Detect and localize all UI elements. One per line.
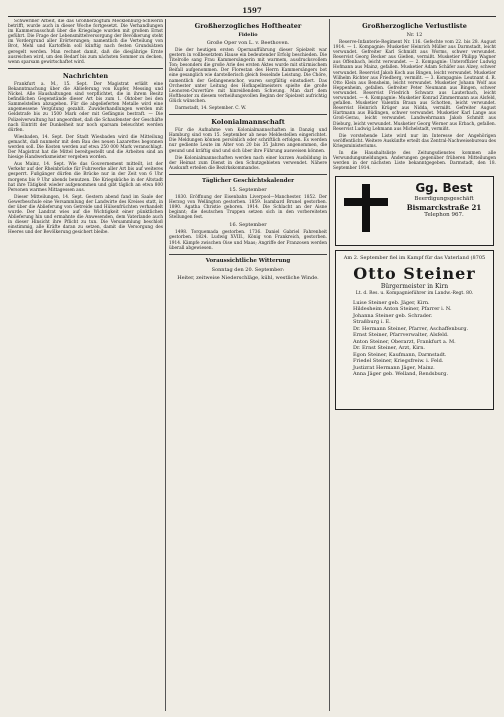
verlust-list: Reserve-Infanterie-Regiment Nr. 116. Gefechte vom 22. bis 28. August 1914. — 1. Kompagnie: Musketier Heinrich Müller aus Darmstadt, leicht verwundet. Gefreiter Karl Schmidt aus Worms, schwer verwundet. Reservist Georg Becker aus Gießen, vermißt. Musketier Philipp Wagner aus Offenbach, leicht verwundet. — 2. Kompagnie: Unteroffizier Ludwig Hofmann aus Mainz, gefallen. Musketier Adam Schäfer aus Alzey, schwer verwundet. Reservist Jakob Koch aus Bingen, leicht verwundet. Musketier Wilhelm Richter aus Friedberg, vermißt. — 3. Kompagnie: Leutnant d. R. Otto Klein aus Bensheim, leicht verwundet. Musketier Johann Wolf aus Heppenheim, gefallen. Gefreiter Peter Neumann aus Bingen, schwer verwundet. Reservist Friedrich Schwarz aus Lauterbach, leicht verwundet. — 4. Kompagnie: Musketier Konrad Zimmermann aus Alsfeld, gefallen. Musketier Valentin Braun aus Schotten, leicht verwundet. Reservist Heinrich Krüger aus Nidda, vermißt. Gefreiter August Hartmann aus Büdingen, schwer verwundet. Musketier Karl Lange aus Groß-Gerau, leicht verwundet. Landwehrmann Jakob Schmitt aus Dieburg, leicht verwundet. Musketier Georg Werner aus Erbach, gefallen. Reservist Ludwig Lehmann aus Michelstadt, vermißt.	[333, 40, 496, 132]
kalender-date-2: 16. September	[229, 222, 267, 229]
mourner-entry: Anton Steiner, Oberarzt, Frankfurt a. M.	[353, 338, 456, 345]
mourner-entry: Straßburg i. E.	[353, 319, 391, 326]
wiesbaden-paragraph: Wiesbaden, 14. Sept. Der Stadt Wiesbaden wird die Mitteilung gemacht, daß nunmehr mit dem Bau des neuen Lazarettes begonnen werden soll. Die Kosten werden auf etwa 250 000 Mark veranschlagt. Der Magistrat hat die Mittel bereitgestellt und die Arbeiten sind an hiesige Handwerksmeister vergeben worden.	[8, 134, 163, 161]
weather-forecast: Heiter, zeitweise Niederschläge, kühl, westliche Winde.	[177, 274, 319, 281]
nachrichten-heading: Nachrichten	[62, 71, 109, 80]
mourners-list	[341, 300, 488, 378]
kalender-date-1: 15. September	[229, 186, 267, 193]
intro-paragraph: Schweriner Arbeit, die das Großherzogtum Mecklenburg-Schwerin betrifft, wurde auch in dieser Woche fortgesetzt. Die Verhandlungen im Kammerausschuß über die Kriegslage wurden mit großem Ernst geführt. Die Frage der Lebensmittelversorgung der Bevölkerung steht im Vordergrund aller Erörterungen; namentlich die Verteilung von Brot, Mehl und Kartoffeln soll künftig nach festen Grundsätzen geregelt werden. Man rechnet damit, daß die diesjährige Ernte ausreichen wird, um den Bedarf bis zum nächsten Sommer zu decken, wenn sparsam gewirtschaftet wird.	[8, 19, 163, 65]
kolonial-paragraph-2: Die Kolonialmannschaften werden nach einer kurzen Ausbildung in der Heimat zum Dienst in den Schutzgebieten verwendet. Nähere Auskunft erteilen die Bezirkskommandos.	[169, 155, 327, 171]
column-right	[333, 19, 496, 711]
ad-title: Gg. Best	[415, 181, 473, 196]
weather-heading: Voraussichtliche Witterung	[205, 257, 291, 264]
deceased-role: Bürgermeister in Kirn	[380, 282, 449, 290]
mourner-entry: Ernst Steiner, Pfarrverwalter, Alsfeld.	[353, 332, 449, 339]
death-notice	[335, 250, 494, 410]
section-divider	[169, 254, 327, 255]
section-divider	[169, 114, 327, 115]
theater-subtitle-2: Große Oper von L. v. Beethoven.	[206, 40, 290, 46]
mainz-paragraph: Aus Mainz, 14. Sept. Wie das Gouvernement mitteilt, ist der Verkehr auf der Rheinbrücke für Fuhrwerke aller Art bis auf weiteres gesperrt. Fußgänger dürfen die Brücke nur in der Zeit von 6 Uhr morgens bis 9 Uhr abends benutzen. Die Kriegsküche in der Altstadt hat ihre Tätigkeit wieder aufgenommen und gibt täglich an etwa 800 Personen warmes Mittagessen aus.	[8, 162, 163, 193]
closing-paragraph: Dieser Mitteilungen, 14. Sept. Gestern abend fand im Saale der Gewerbeschule eine Versammlung der Landwirte des Kreises statt, in der über die Ablieferung von Getreide und Hülsenfrüchten verhandelt wurde. Der Landrat wies auf die Wichtigkeit einer pünktlichen Ablieferung hin und ermahnte die Anwesenden, dem Vaterlande auch in dieser Hinsicht ihre Pflicht zu tun. Die Versammlung beschloß einstimmig, alle Kräfte daran zu setzen, damit die Versorgung des Heeres und der Bevölkerung gesichert bleibe.	[8, 194, 163, 236]
mourner-entry: Luise Steiner geb. Jäger, Kirn.	[353, 299, 430, 306]
mourner-entry: Dr. Ernst Steiner, Arzt, Kirn.	[353, 345, 426, 352]
section-divider	[8, 68, 163, 69]
notice-number: (8705	[470, 255, 486, 262]
mourner-entry: Dr. Hermann Steiner, Pfarrer, Aschaffenburg.	[353, 325, 469, 332]
top-rule	[8, 16, 496, 17]
funeral-home-ad	[335, 176, 494, 246]
verlust-subtitle: Nr. 12	[406, 32, 423, 38]
column-left	[8, 19, 163, 711]
ad-phone: Telephon 967.	[424, 212, 464, 219]
deceased-name: Otto Steiner	[353, 263, 476, 283]
theater-subtitle: Fidelio	[238, 32, 258, 38]
kalender-entry-1: 1830. Eröffnung der Eisenbahn Liverpool—Manchester. 1852. Der Herzog von Wellington gestorben. 1859. Isambard Brunel gestorben. 1890. Agatha Christie geboren. 1914. Die Schlacht an der Aisne beginnt; die deutschen Truppen setzen sich in den vorbereiteten Stellungen fest.	[169, 194, 327, 221]
deceased-rank: Lt. d. Res. u. Kompagnieführer im Landw.-Regt. 80.	[355, 290, 474, 296]
kalender-entry-2: 1498. Torquemada gestorben. 1736. Daniel Gabriel Fahrenheit gestorben. 1824. Ludwig XVIII., König von Frankreich, gestorben. 1914. Kämpfe zwischen Oise und Maas; Angriffe der Franzosen werden überall abgewiesen.	[169, 230, 327, 251]
page-number: 1597	[242, 6, 262, 15]
ad-address: Bismarckstraße 21	[406, 203, 482, 213]
ad-business: Beerdigungsgeschäft	[414, 196, 474, 203]
kolonial-paragraph: Für die Aufnahme von Kolonialmannschaften in Danzig und Hamburg sind vom 15. September ab neue Meldestellen eingerichtet. Die Meldungen können persönlich oder schriftlich erfolgen. Es werden nur gediente Leute im Alter von 20 bis 35 Jahren angenommen, die gesund und kräftig sind und sich über ihre Führung ausweisen können.	[169, 128, 327, 154]
mourner-entry: Egon Steiner, Kaufmann, Darmstadt.	[353, 351, 447, 358]
theater-review: Die der heutigen ersten Opernaufführung dieser Spielzeit war gestern in vollbesetztem Hause ein bedeutender Erfolg beschieden. Die Titelrolle sang Frau Kammersängerin mit warmem, ausdrucksvollem Ton; besonders die große Arie des ersten Aktes wurde mit stürmischem Beifall aufgenommen. Der Florestan des Herrn Kammersängers bot eine gesanglich wie darstellerisch gleich fesselnde Leistung. Die Chöre, namentlich der Gefangenenchor, waren sorgfältig einstudiert. Das Orchester unter Leitung des Hofkapellmeisters spielte die große Leonoren-Ouvertüre mit hinreißendem Schwung. Man darf dem Hoftheater zu diesem verheißungsvollen Beginn der Spielzeit aufrichtig Glück wünschen.	[169, 48, 327, 104]
mourner-entry: Friedel Steiner, Kriegsfreiw. i. Feld.	[353, 358, 444, 365]
mourner-entry: Johanna Steiner geb. Schrader.	[353, 312, 433, 319]
weather-subtitle: Sonntag den 20. September:	[211, 266, 285, 273]
column-divider	[329, 19, 330, 711]
kalender-heading: Täglicher Geschichtskalender	[201, 177, 294, 184]
cross-icon	[344, 184, 388, 232]
theater-signature: Darmstadt, 14. September. C. W.	[175, 106, 247, 112]
verlust-extra: In die Haushaltsliste des Zeitungsdienstes kommen alle Verwundungsmeldungen. Änderungen gegenüber früheren Mitteilungen werden in der nächsten Liste bekanntgegeben. Darmstadt, den 18. September 1914.	[333, 150, 496, 172]
theater-heading: Großherzogliches Hoftheater	[194, 22, 302, 30]
kolonial-heading: Kolonialmannschaft	[211, 118, 285, 127]
verlust-heading: Großherzogliche Verlustliste	[362, 22, 467, 30]
notice-intro: Am 2. September fiel im Kampf für das Vaterland	[343, 255, 469, 262]
mourner-entry: Hildesheim Anton Steiner, Pfarrer i. N.	[353, 306, 452, 313]
column-divider	[165, 19, 166, 711]
mourner-entry: Justizrat Hermann Jäger, Mainz.	[353, 364, 435, 371]
column-middle	[169, 19, 327, 711]
verlust-note: Die vorstehende Liste wird nur im Interesse der Angehörigen veröffentlicht. Weitere Auskünfte erteilt das Zentral-Nachweisebureau des Kriegsministeriums.	[333, 133, 496, 149]
mourner-entry: Anna Jäger geb. Welland, Rendsburg.	[353, 371, 449, 378]
nachrichten-paragraph: Frankfurt a. M., 15. Sept. Der Magistrat erläßt eine Bekanntmachung über die Ablieferung von Kupfer, Messing und Nickel. Alle Haushaltungen sind verpflichtet, die in ihrem Besitz befindlichen Gegenstände dieser Art bis zum 1. Oktober bei den Sammelstellen abzugeben. Für die abgelieferten Metalle wird eine angemessene Vergütung gezahlt. Zuwiderhandlungen werden mit Geldstrafe bis zu 1500 Mark oder mit Gefängnis bestraft. — Die Polizeiverwaltung hat angeordnet, daß die Schaufenster der Geschäfte nach Eintritt der Dunkelheit nur noch sparsam beleuchtet werden dürfen.	[8, 81, 163, 133]
section-divider	[169, 174, 327, 175]
